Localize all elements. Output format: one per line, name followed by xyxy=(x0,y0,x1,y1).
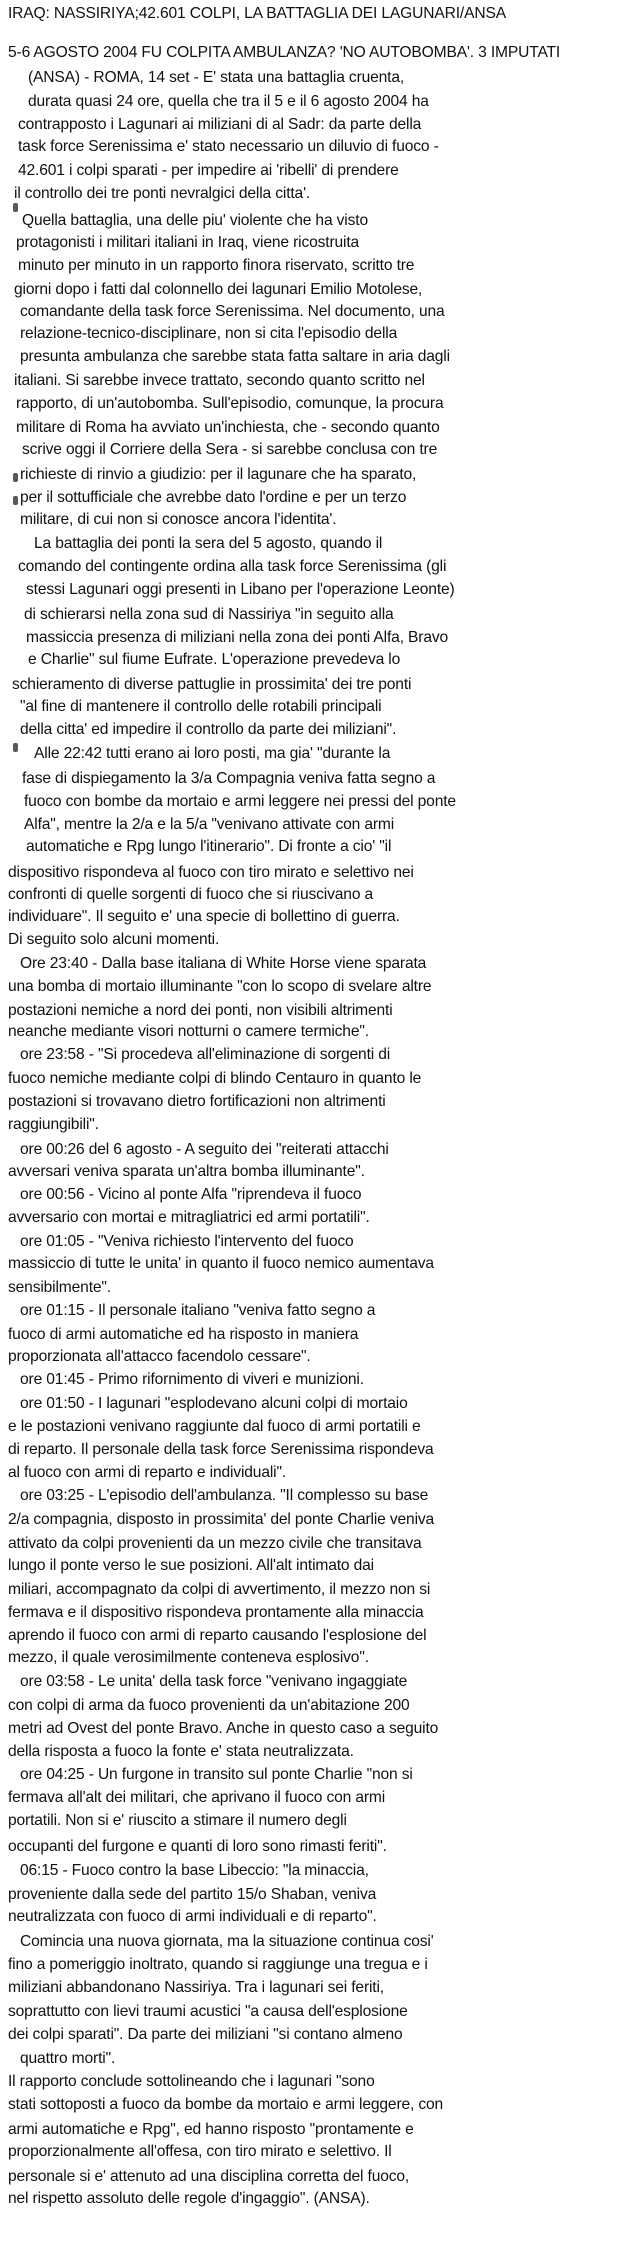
article-line: fermava all'alt dei militari, che aprivano il fuoco con armi xyxy=(8,1789,386,1806)
article-line: schieramento di diverse pattuglie in prossimita' dei tre ponti xyxy=(12,676,412,693)
article-line: avversari veniva sparata un'altra bomba illuminante". xyxy=(8,1163,365,1180)
article-line: aprendo il fuoco con armi di reparto causando l'esplosione del xyxy=(8,1627,427,1644)
article-line: fuoco di armi automatiche ed ha risposto in maniera xyxy=(8,1326,359,1343)
article-line: Ore 23:40 - Dalla base italiana di White Horse viene sparata xyxy=(20,955,427,972)
article-line: fase di dispiegamento la 3/a Compagnia veniva fatta segno a xyxy=(22,770,436,787)
article-line: miliari, accompagnato da colpi di avvertimento, il mezzo non si xyxy=(8,1581,431,1598)
article-line: ore 03:58 - Le unita' della task force "venivano ingaggiate xyxy=(20,1673,408,1690)
article-line: "al fine di mantenere il controllo delle rotabili principali xyxy=(20,698,382,715)
article-line: 2/a compagnia, disposto in prossimita' del ponte Charlie veniva xyxy=(8,1511,435,1528)
article-line: ore 03:25 - L'episodio dell'ambulanza. "Il complesso su base xyxy=(20,1487,429,1504)
article-line: della citta' ed impedire il controllo da parte dei miliziani". xyxy=(20,721,397,738)
article-line: armi automatiche e Rpg", ed hanno risposto "prontamente e xyxy=(8,2121,414,2138)
article-line: dispositivo rispondeva al fuoco con tiro mirato e selettivo nei xyxy=(8,864,414,881)
article-line: ore 01:50 - I lagunari "esplodevano alcuni colpi di mortaio xyxy=(20,1395,408,1412)
article-line: personale si e' attenuto ad una disciplina corretta del fuoco, xyxy=(8,2168,410,2185)
article-line: (ANSA) - ROMA, 14 set - E' stata una battaglia cruenta, xyxy=(28,69,405,86)
article-line: fino a pomeriggio inoltrato, quando si raggiunge una tregua e i xyxy=(8,1956,428,1973)
scan-speck xyxy=(13,743,18,752)
article-line: comando del contingente ordina alla task force Serenissima (gli xyxy=(18,558,447,575)
article-line: quattro morti". xyxy=(20,2050,116,2067)
article-line: massiccio di tutte le unita' in quanto il fuoco nemico aumentava xyxy=(8,1255,434,1272)
article-line: nel rispetto assoluto delle regole d'ingaggio". (ANSA). xyxy=(8,2190,370,2207)
article-line: scrive oggi il Corriere della Sera - si sarebbe conclusa con tre xyxy=(22,441,438,458)
article-line: confronti di quelle sorgenti di fuoco che si riuscivano a xyxy=(8,886,374,903)
article-line: miliziani abbandonano Nassiriya. Tra i lagunari sei feriti, xyxy=(8,1979,384,1996)
article-line: giorni dopo i fatti dal colonnello dei lagunari Emilio Motolese, xyxy=(14,281,423,298)
article-line: di reparto. Il personale della task force Serenissima rispondeva xyxy=(8,1441,434,1458)
article-line: comandante della task force Serenissima. Nel documento, una xyxy=(20,303,445,320)
article-line: dei colpi sparati". Da parte dei miliziani "si contano almeno xyxy=(8,2026,403,2043)
article-line: 06:15 - Fuoco contro la base Libeccio: "la minaccia, xyxy=(20,1862,369,1879)
article-line: raggiungibili". xyxy=(8,1116,99,1133)
scan-speck xyxy=(13,473,18,482)
article-line: di schierarsi nella zona sud di Nassiriya "in seguito alla xyxy=(24,606,394,623)
article-line: lungo il ponte verso le sue posizioni. All'alt intimato dai xyxy=(8,1557,374,1574)
article-line: sensibilmente". xyxy=(8,1279,111,1296)
article-line: task force Serenissima e' stato necessario un diluvio di fuoco - xyxy=(18,138,439,155)
article-line: ore 00:56 - Vicino al ponte Alfa "riprendeva il fuoco xyxy=(20,1186,362,1203)
article-line: e Charlie" sul fiume Eufrate. L'operazione prevedeva lo xyxy=(28,651,401,668)
article-line: ore 01:45 - Primo rifornimento di viveri e munizioni. xyxy=(20,1371,364,1388)
article-line: soprattutto con lievi traumi acustici "a causa dell'esplosione xyxy=(8,2003,408,2020)
article-line: della risposta a fuoco la fonte e' stata neutralizzata. xyxy=(8,1743,354,1760)
article-line: fuoco nemiche mediante colpi di blindo Centauro in quanto le xyxy=(8,1070,422,1087)
subhead: 5-6 AGOSTO 2004 FU COLPITA AMBULANZA? 'NO AUTOBOMBA'. 3 IMPUTATI xyxy=(8,44,561,61)
article-line: portatili. Non si e' riuscito a stimare il numero degli xyxy=(8,1812,347,1829)
article-line: mezzo, il quale verosimilmente conteneva esplosivo". xyxy=(8,1649,369,1666)
article-line: italiani. Si sarebbe invece trattato, secondo quanto scritto nel xyxy=(14,372,425,389)
article-line: fermava e il dispositivo rispondeva prontamente alla minaccia xyxy=(8,1604,424,1621)
article-line: presunta ambulanza che sarebbe stata fatta saltare in aria dagli xyxy=(20,348,450,365)
article-line: ore 00:26 del 6 agosto - A seguito dei "reiterati attacchi xyxy=(20,1141,389,1158)
article-line: 42.601 i colpi sparati - per impedire ai 'ribelli' di prendere xyxy=(18,162,399,179)
article-line: proporzionalmente all'offesa, con tiro mirato e selettivo. Il xyxy=(8,2143,392,2160)
article-line: individuare". Il seguito e' una specie di bollettino di guerra. xyxy=(8,908,400,925)
article-line: durata quasi 24 ore, quella che tra il 5 e il 6 agosto 2004 ha xyxy=(28,93,429,110)
article-line: postazioni si trovavano dietro fortificazioni non altrimenti xyxy=(8,1093,386,1110)
article-line: Di seguito solo alcuni momenti. xyxy=(8,931,220,948)
headline: IRAQ: NASSIRIYA;42.601 COLPI, LA BATTAGLIA DEI LAGUNARI/ANSA xyxy=(8,5,506,22)
article-line: automatiche e Rpg lungo l'itinerario". Di fronte a cio' "il xyxy=(26,838,392,855)
article-line: neanche mediante visori notturni o camere termiche". xyxy=(8,1023,369,1040)
article-line: Alle 22:42 tutti erano ai loro posti, ma gia' "durante la xyxy=(34,745,391,762)
article-line: ore 04:25 - Un furgone in transito sul ponte Charlie "non si xyxy=(20,1766,413,1783)
article-line: occupanti del furgone e quanti di loro sono rimasti feriti". xyxy=(8,1838,387,1855)
article-line: una bomba di mortaio illuminante "con lo scopo di svelare altre xyxy=(8,978,432,995)
article-line: contrapposto i Lagunari ai miliziani di al Sadr: da parte della xyxy=(18,116,422,133)
article-line: richieste di rinvio a giudizio: per il lagunare che ha sparato, xyxy=(20,466,417,483)
article-line: militare di Roma ha avviato un'inchiesta, che - secondo quanto xyxy=(16,419,440,436)
article-line: massiccia presenza di miliziani nella zona dei ponti Alfa, Bravo xyxy=(26,629,449,646)
article-line: avversario con mortai e mitragliatrici ed armi portatili". xyxy=(8,1209,370,1226)
scan-speck xyxy=(13,496,18,505)
article-line: attivato da colpi provenienti da un mezzo civile che transitava xyxy=(8,1535,422,1552)
article-line: ore 01:15 - Il personale italiano "veniva fatto segno a xyxy=(20,1302,376,1319)
article-line: al fuoco con armi di reparto e individuali". xyxy=(8,1464,287,1481)
article-line: Alfa", mentre la 2/a e la 5/a "venivano attivate con armi xyxy=(24,816,395,833)
article-line: protagonisti i militari italiani in Iraq, viene ricostruita xyxy=(16,234,360,251)
article-line: stessi Lagunari oggi presenti in Libano per l'operazione Leonte) xyxy=(26,581,455,598)
article-line: per il sottufficiale che avrebbe dato l'ordine e per un terzo xyxy=(20,489,407,506)
article-line: Comincia una nuova giornata, ma la situazione continua cosi' xyxy=(20,1933,434,1950)
article-line: relazione-tecnico-disciplinare, non si cita l'episodio della xyxy=(20,325,398,342)
article-line: militare, di cui non si conosce ancora l'identita'. xyxy=(20,511,337,528)
article-line: e le postazioni venivano raggiunte dal fuoco di armi portatili e xyxy=(8,1418,421,1435)
article-line: postazioni nemiche a nord dei ponti, non visibili altrimenti xyxy=(8,1002,393,1019)
article-line: ore 23:58 - "Si procedeva all'eliminazione di sorgenti di xyxy=(20,1046,391,1063)
article-line: metri ad Ovest del ponte Bravo. Anche in questo caso a seguito xyxy=(8,1720,439,1737)
article-line: Il rapporto conclude sottolineando che i lagunari "sono xyxy=(8,2073,375,2090)
article-line: La battaglia dei ponti la sera del 5 agosto, quando il xyxy=(34,535,383,552)
article-line: il controllo dei tre ponti nevralgici della citta'. xyxy=(14,185,311,202)
article-line: proporzionata all'attacco facendolo cessare". xyxy=(8,1348,311,1365)
article-line: minuto per minuto in un rapporto finora riservato, scritto tre xyxy=(18,257,415,274)
article-line: proveniente dalla sede del partito 15/o Shaban, veniva xyxy=(8,1886,377,1903)
article-line: neutralizzata con fuoco di armi individuali e di reparto". xyxy=(8,1908,377,1925)
article-line: fuoco con bombe da mortaio e armi leggere nei pressi del ponte xyxy=(24,793,456,810)
article-line: ore 01:05 - "Veniva richiesto l'intervento del fuoco xyxy=(20,1233,354,1250)
article-line: stati sottoposti a fuoco da bombe da mortaio e armi leggere, con xyxy=(8,2096,444,2113)
article-line: con colpi di arma da fuoco provenienti da un'abitazione 200 xyxy=(8,1697,410,1714)
scan-speck xyxy=(13,203,18,212)
article-line: rapporto, di un'autobomba. Sull'episodio, comunque, la procura xyxy=(16,395,444,412)
article-line: Quella battaglia, una delle piu' violente che ha visto xyxy=(22,212,368,229)
